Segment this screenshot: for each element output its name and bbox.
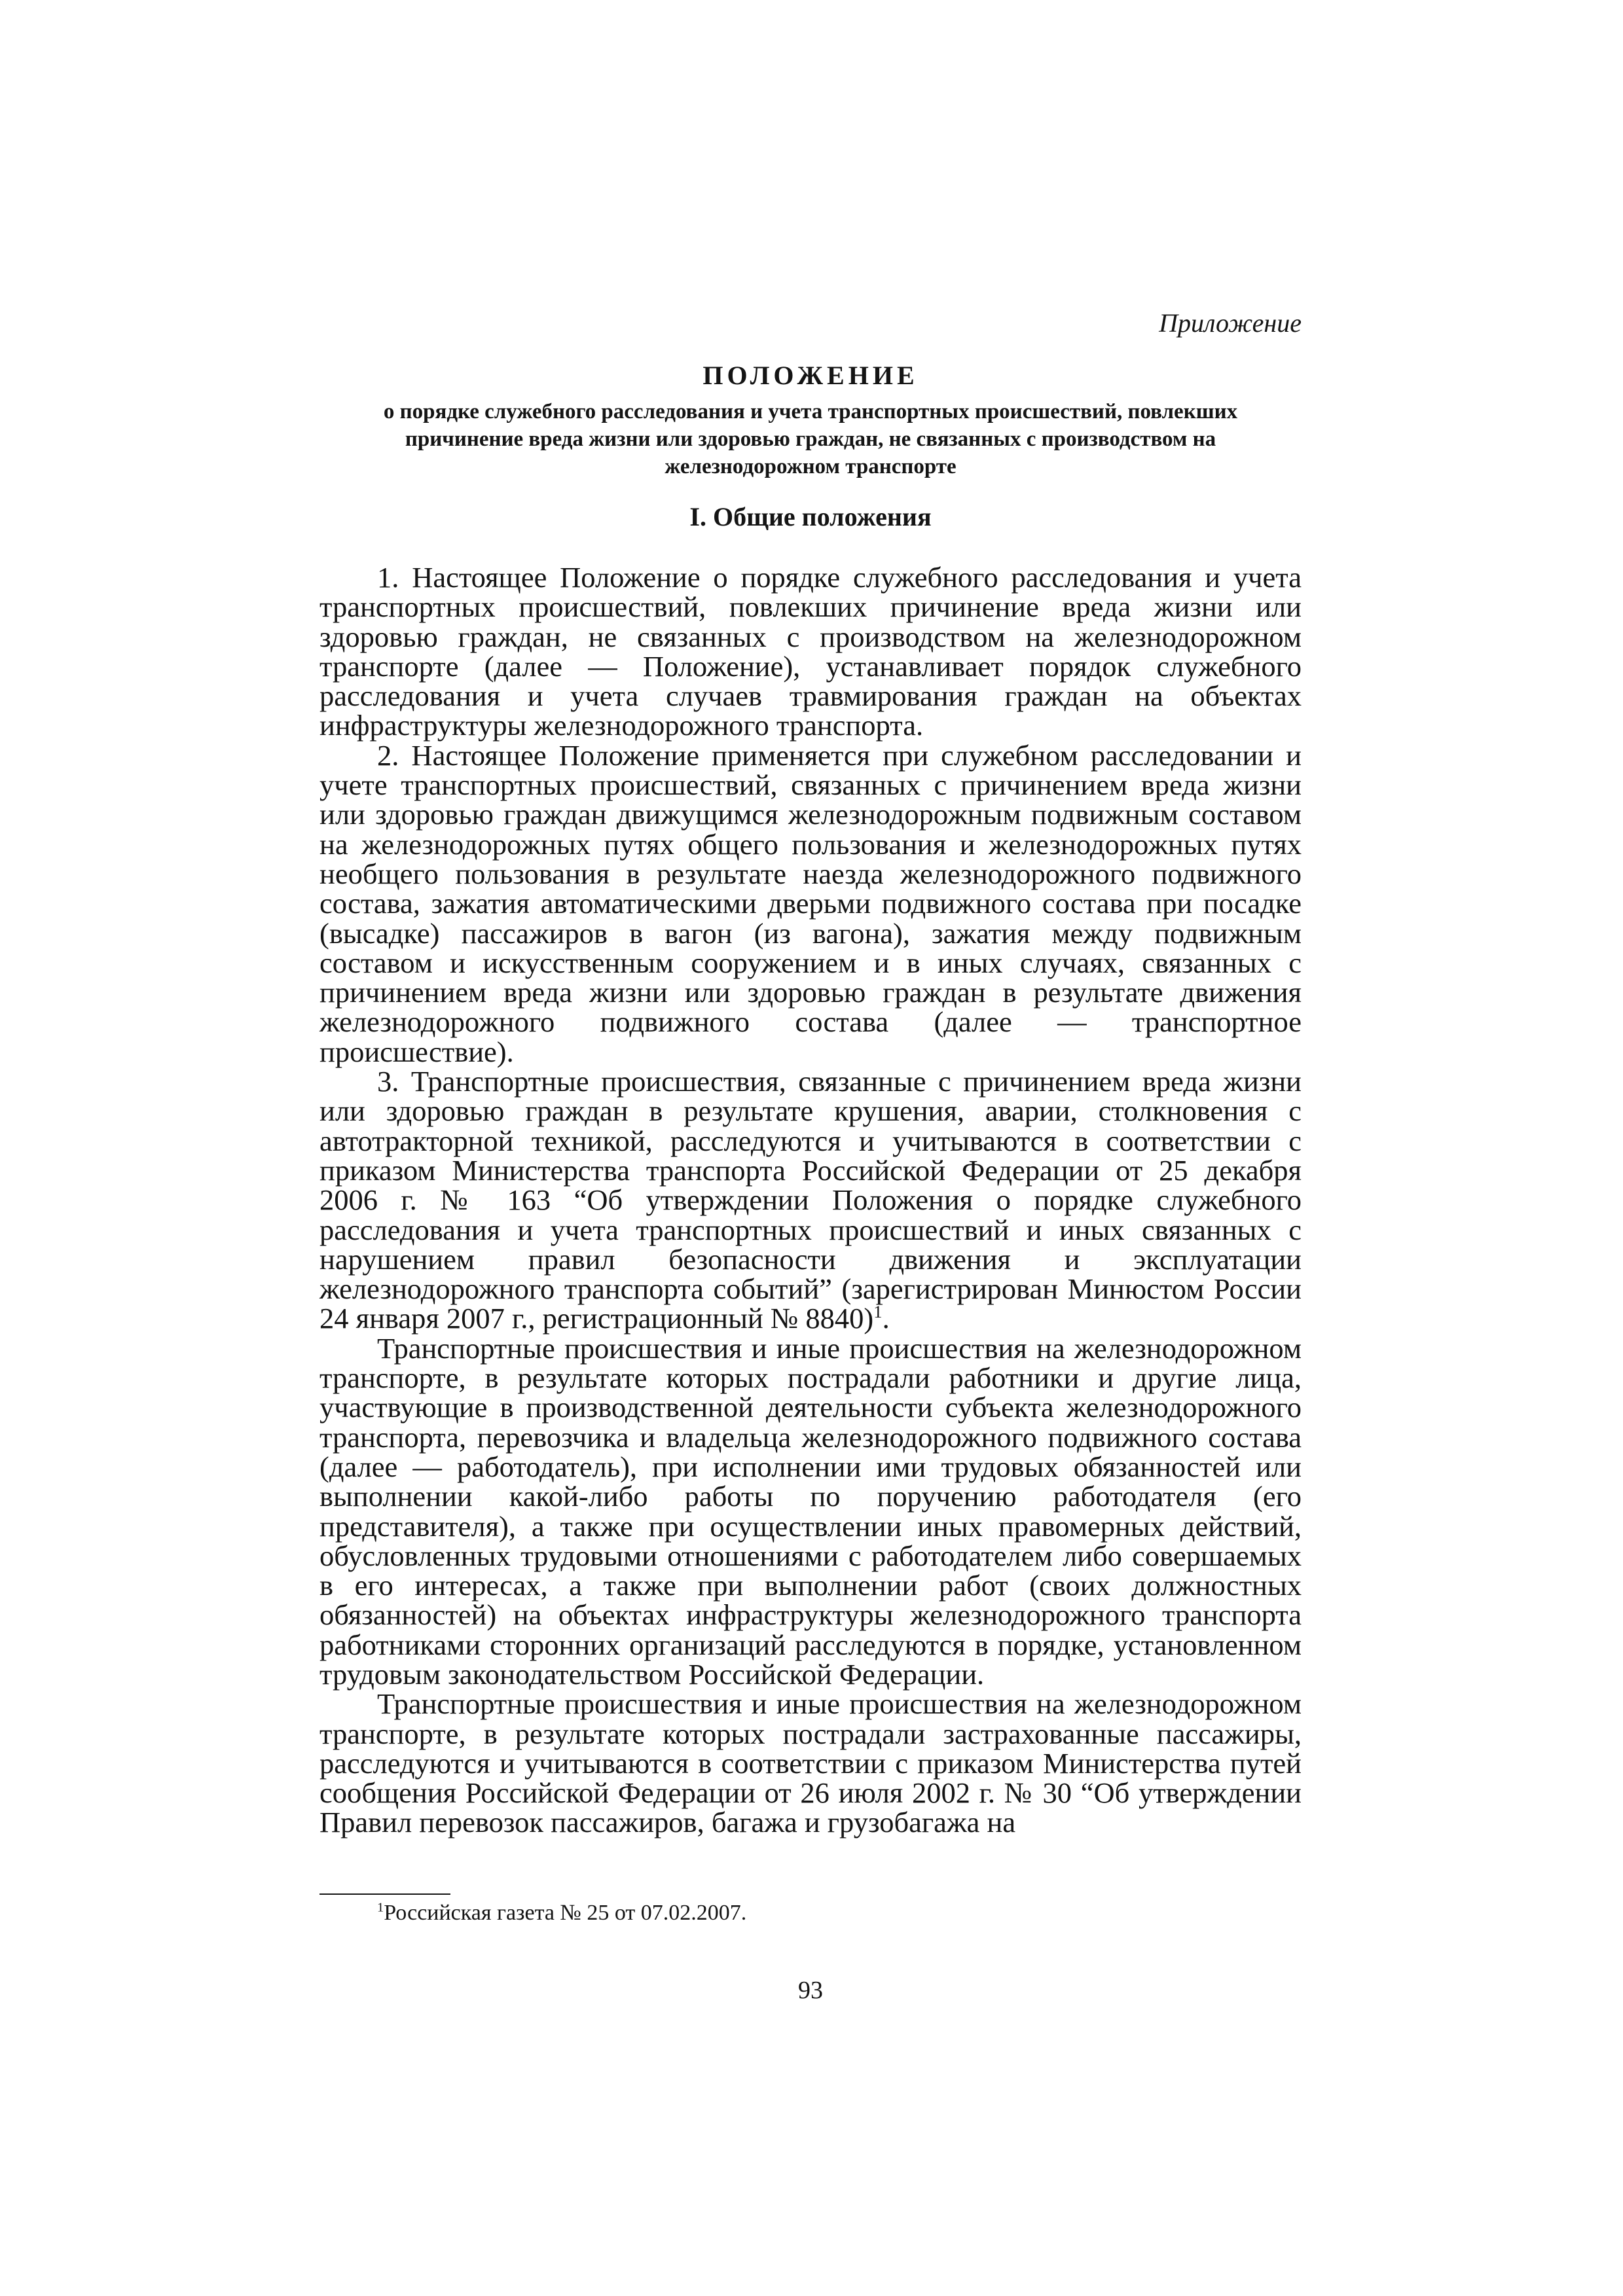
footnote-divider: [319, 1893, 450, 1895]
paragraph-3: [319, 1067, 1302, 1334]
paragraph-2: 2. Настоящее Положение применяется при служебном расследовании и учете транспортных происшествий, связанных с причинением вреда жизни или здоровью граждан движущимся железнодорожным подвижным составом на железнодорожных путях общего пользования и железнодорожных путях необщего пользования в результате наезда железнодорожного подвижного состава, зажатия автоматическими дверьми подвижного состава при посадке (высадке) пассажиров в вагон (из вагона), зажатия между подвижным составом и искусственным сооружением и в иных случаях, связанных с причинением вреда жизни или здоровью граждан в результате движения железнодорожного подвижного состава (далее — транспортное происшествие).: [319, 738, 1302, 1068]
paragraph-3-end: .: [882, 1302, 890, 1335]
footnote-text: Российская газета № 25 от 07.02.2007.: [384, 1901, 747, 1925]
paragraph-3-text: 3. Транспортные происшествия, связанные с причинением вреда жизни или здоровью граждан в результате крушения, аварии, столкновения с автотракторной техникой, расследуются и учитываются в соответствии с приказом Министерства транспорта Российской Федерации от 25 декабря 2006 г. № 163 “Об утверждении Положения о порядке служебного расследования и учета транспортных происшествий и иных связанных с нарушением правил безопасности движения и эксплуатации железнодорожного транспорта событий” (зарегистрирован Минюстом России 24 января 2007 г., регистрационный № 8840): [319, 1065, 1302, 1335]
page-number: 93: [798, 1977, 823, 2004]
document-subtitle: о порядке служебного расследования и учета транспортных происшествий, повлекших причинение вреда жизни или здоровью граждан, не связанных с производством на железнодорожном транспорте: [383, 400, 1238, 478]
footnote: [377, 1899, 746, 1927]
paragraph-1: 1. Настоящее Положение о порядке служебного расследования и учета транспортных происшествий, повлекших причинение вреда жизни или здоровью граждан, не связанных с производством на железнодорожном транспорте (далее — Положение), устанавливает порядок служебного расследования и учета случаев травмирования граждан на объектах инфраструктуры железнодорожного транспорта.: [319, 561, 1302, 742]
document-title: ПОЛОЖЕНИЕ: [702, 361, 919, 390]
section-heading: I. Общие положения: [689, 502, 932, 531]
annex-label: Приложение: [1159, 308, 1302, 338]
paragraph-4: Транспортные происшествия и иные происшествия на железнодорожном транспорте, в результате которых пострадали работники и другие лица, участвующие в производственной деятельности субъекта железнодорожного транспорта, перевозчика и владельца железнодорожного подвижного состава (далее — работодатель), при исполнении ими трудовых обязанностей или выполнении какой-либо работы по поручению работодателя (его представителя), а также при осуществлении иных правомерных действий, обусловленных трудовыми отношениями с работодателем либо совершаемых в его интересах, а также при выполнении работ (своих должностных обязанностей) на объектах инфраструктуры железнодорожного транспорта работниками сторонних организаций расследуются в порядке, установленном трудовым законодательством Российской Федерации.: [319, 1331, 1302, 1691]
footnote-reference: 1: [873, 1302, 883, 1322]
body-text: [319, 563, 1302, 1838]
footnote-mark: 1: [377, 1900, 384, 1915]
paragraph-5: Транспортные происшествия и иные происшествия на железнодорожном транспорте, в результате которых пострадали застрахованные пассажиры, расследуются и учитываются в соответствии с приказом Министерства путей сообщения Российской Федерации от 26 июля 2002 г. № 30 “Об утверждении Правил перевозок пассажиров, багажа и грузобагажа на: [319, 1687, 1302, 1839]
